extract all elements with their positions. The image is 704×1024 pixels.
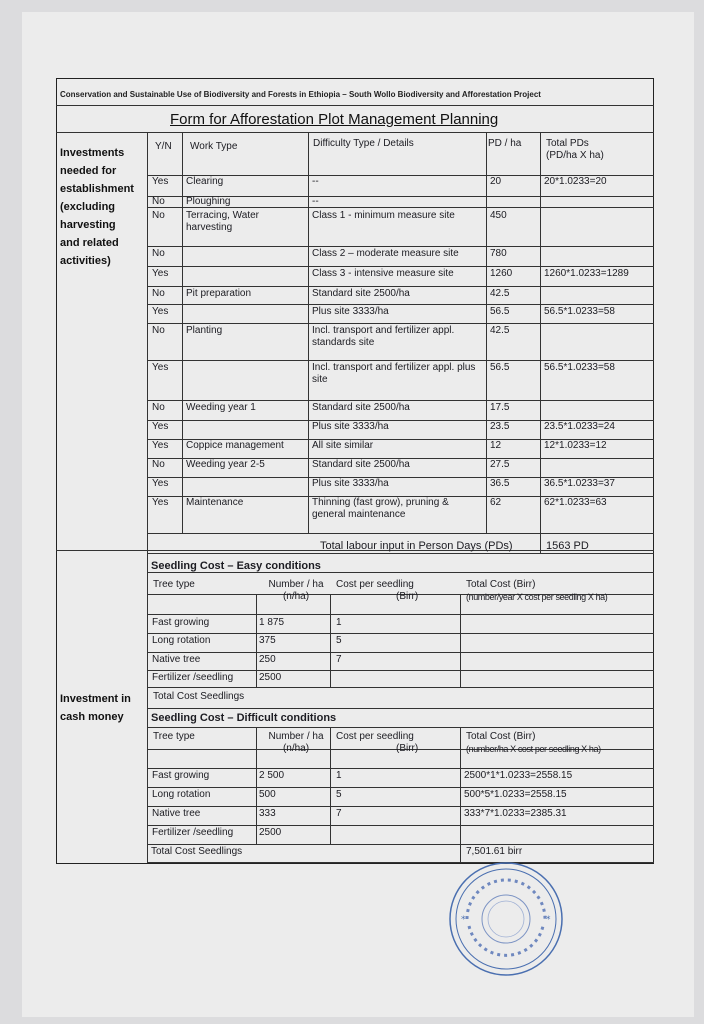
pd-cell: 56.5 [490,306,510,317]
difficulty-cell: Class 2 – moderate measure site [312,248,459,259]
document-header: Conservation and Sustainable Use of Biodiversity and Forests in Ethiopia – South Wollo Biodiversity and Afforestation Project [60,90,541,99]
tree-type-cell: Fast growing [152,770,210,781]
pd-cell: 17.5 [490,402,510,413]
difficulty-cell: -- [312,196,319,207]
cost-cell: 1 [336,770,342,781]
total-pd-cell: 23.5*1.0233=24 [544,421,615,432]
pd-cell: 42.5 [490,325,510,336]
row-divider [147,806,654,807]
col-total-header [546,138,604,162]
col-cost-line: Cost per seedling [336,731,414,742]
yn-cell: Yes [152,268,169,279]
difficult-total-value: 7,501.61 birr [466,846,523,857]
easy-col-total [466,579,607,603]
row-divider [147,708,654,709]
tree-type-cell: Fast growing [152,617,210,628]
pd-cell: 23.5 [490,421,510,432]
number-cell: 2500 [259,672,282,683]
column-divider [256,594,257,687]
number-cell: 333 [259,808,276,819]
row-divider [147,768,654,769]
side-label-line: harvesting [60,219,116,231]
pd-cell: 20 [490,176,502,187]
tree-type-cell: Fertilizer /seedling [152,827,234,838]
col-cost-line: Cost per seedling [336,579,414,590]
work-type-cell: Terracing, Water harvesting [186,210,259,233]
easy-conditions-title: Seedling Cost – Easy conditions [151,560,321,572]
total-cost-cell: 500*5*1.0233=2558.15 [464,789,567,800]
col-total-sub: (number/ha X cost per seedling X ha) [466,744,601,754]
row-divider [147,400,654,401]
yn-cell: Yes [152,478,169,489]
difficulty-cell: Incl. transport and fertilizer appl. plus site [312,362,476,385]
row-divider [147,323,654,324]
pd-cell: 42.5 [490,288,510,299]
side-label-line: activities) [60,255,111,267]
side-label-line: establishment [60,183,134,195]
yn-cell: No [152,459,165,470]
cost-cell: 7 [336,654,342,665]
work-type-cell: Weeding year 1 [186,402,256,413]
col-number-line: Number / ha [268,579,324,590]
tree-type-cell: Long rotation [152,789,211,800]
column-divider [540,132,541,553]
difficult-col-cost [336,731,418,755]
difficulty-cell: -- [312,176,319,187]
easy-col-cost [336,579,418,603]
yn-cell: No [152,248,165,259]
yn-cell: No [152,402,165,413]
column-divider [256,727,257,844]
total-pd-cell: 36.5*1.0233=37 [544,478,615,489]
tree-type-cell: Long rotation [152,635,211,646]
difficult-col-number [260,731,332,755]
yn-cell: Yes [152,176,169,187]
column-divider [182,132,183,533]
column-divider [460,727,461,862]
total-pd-cell: 62*1.0233=63 [544,497,607,508]
tree-type-cell: Native tree [152,654,201,665]
official-seal [447,860,565,978]
row-divider [147,670,654,671]
total-labour-label: Total labour input in Person Days (PDs) [320,540,513,552]
row-divider [147,533,654,534]
row-divider [147,862,654,863]
row-divider [147,360,654,361]
work-type-cell: Coppice management [186,440,284,451]
yn-cell: Yes [152,306,169,317]
cash-side-label [60,690,131,726]
row-divider [147,633,654,634]
total-pd-cell: 20*1.0233=20 [544,176,607,187]
col-total-header-line: (PD/ha X ha) [546,150,604,161]
work-type-cell: Maintenance [186,497,244,508]
total-cost-cell: 2500*1*1.0233=2558.15 [464,770,573,781]
col-total-header-line: Total PDs [546,138,589,149]
difficulty-cell: Standard site 2500/ha [312,402,410,413]
col-total-line: Total Cost (Birr) [466,579,536,590]
col-total-sub: (number/year X cost per seedling X ha) [466,592,608,602]
work-type-cell: Clearing [186,176,224,187]
column-divider [147,132,148,862]
total-labour-value: 1563 PD [546,540,589,552]
pd-cell: 780 [490,248,507,259]
col-yn-header: Y/N [155,141,172,152]
row-divider [147,825,654,826]
difficult-conditions-title: Seedling Cost – Difficult conditions [151,712,337,724]
row-divider [147,266,654,267]
col-difficulty-header: Difficulty Type / Details [313,138,414,149]
yn-cell: Yes [152,362,169,373]
pd-cell: 56.5 [490,362,510,373]
yn-cell: No [152,288,165,299]
cost-cell: 1 [336,617,342,628]
total-pd-cell: 56.5*1.0233=58 [544,306,615,317]
pd-cell: 450 [490,210,507,221]
pd-cell: 1260 [490,268,513,279]
difficult-col-tree: Tree type [153,731,195,742]
total-cost-cell: 333*7*1.0233=2385.31 [464,808,567,819]
side-label-line: (excluding [60,201,116,213]
col-work-header: Work Type [190,141,238,152]
tree-type-cell: Native tree [152,808,201,819]
number-cell: 250 [259,654,276,665]
form-title: Form for Afforestation Plot Management Planning [170,111,499,128]
work-type-cell: Pit preparation [186,288,252,299]
difficulty-cell: All site similar [312,440,374,451]
number-cell: 2 500 [259,770,285,781]
cost-cell: 5 [336,789,342,800]
side-label-line: cash money [60,711,124,723]
pd-cell: 62 [490,497,502,508]
yn-cell: No [152,325,165,336]
row-divider [147,727,654,728]
svg-text:*: * [546,915,551,925]
side-label-line: and related [60,237,119,249]
side-label-line: Investments [60,147,125,159]
pd-cell: 36.5 [490,478,510,489]
column-divider [308,132,309,533]
total-pd-cell: 1260*1.0233=1289 [544,268,629,279]
difficulty-cell: Plus site 3333/ha [312,421,389,432]
svg-text:*: * [461,915,466,925]
pd-cell: 12 [490,440,502,451]
row-divider [147,304,654,305]
row-divider [56,105,654,106]
difficult-col-total [466,731,601,755]
column-divider [486,132,487,533]
difficulty-cell: Class 1 - minimum measure site [312,210,455,221]
number-cell: 2500 [259,827,282,838]
number-cell: 375 [259,635,276,646]
difficulty-cell: Thinning (fast grow), pruning & general maintenance [312,497,449,520]
difficulty-cell: Class 3 - intensive measure site [312,268,454,279]
col-pd-header: PD / ha [488,138,522,149]
col-number-line: (n/ha) [282,743,310,754]
side-label-line: needed for [60,165,117,177]
col-cost-line: (Birr) [396,743,419,754]
cost-cell: 5 [336,635,342,646]
side-label-line: Investment in [60,693,131,705]
total-pd-cell: 56.5*1.0233=58 [544,362,615,373]
total-pd-cell: 12*1.0233=12 [544,440,607,451]
column-divider [330,594,331,687]
col-number-line: (n/ha) [282,591,310,602]
number-cell: 500 [259,789,276,800]
difficulty-cell: Standard site 2500/ha [312,459,410,470]
work-type-cell: Planting [186,325,223,336]
row-divider [147,844,654,845]
row-divider [147,652,654,653]
easy-col-number [260,579,332,603]
easy-col-tree: Tree type [153,579,195,590]
difficulty-cell: Incl. transport and fertilizer appl. standards site [312,325,455,348]
row-divider [147,286,654,287]
work-type-cell: Ploughing [186,196,231,207]
row-divider [147,687,654,688]
row-divider [147,246,654,247]
investments-side-label [60,144,134,270]
pd-cell: 27.5 [490,459,510,470]
column-divider [460,594,461,687]
row-divider [147,572,654,573]
row-divider [147,614,654,615]
number-cell: 1 875 [259,617,285,628]
col-total-line: Total Cost (Birr) [466,731,536,742]
work-type-cell: Weeding year 2-5 [186,459,265,470]
yn-cell: Yes [152,440,169,451]
yn-cell: No [152,196,165,207]
row-divider [147,132,654,133]
yn-cell: No [152,210,165,221]
yn-cell: Yes [152,497,169,508]
tree-type-cell: Fertilizer /seedling [152,672,234,683]
difficulty-cell: Plus site 3333/ha [312,306,389,317]
col-cost-line: (Birr) [396,591,419,602]
difficulty-cell: Standard site 2500/ha [312,288,410,299]
difficulty-cell: Plus site 3333/ha [312,478,389,489]
yn-cell: Yes [152,421,169,432]
easy-total-label: Total Cost Seedlings [153,691,245,702]
row-divider [147,553,654,554]
cost-cell: 7 [336,808,342,819]
col-number-line: Number / ha [268,731,324,742]
row-divider [147,787,654,788]
difficult-total-label: Total Cost Seedlings [151,846,243,857]
